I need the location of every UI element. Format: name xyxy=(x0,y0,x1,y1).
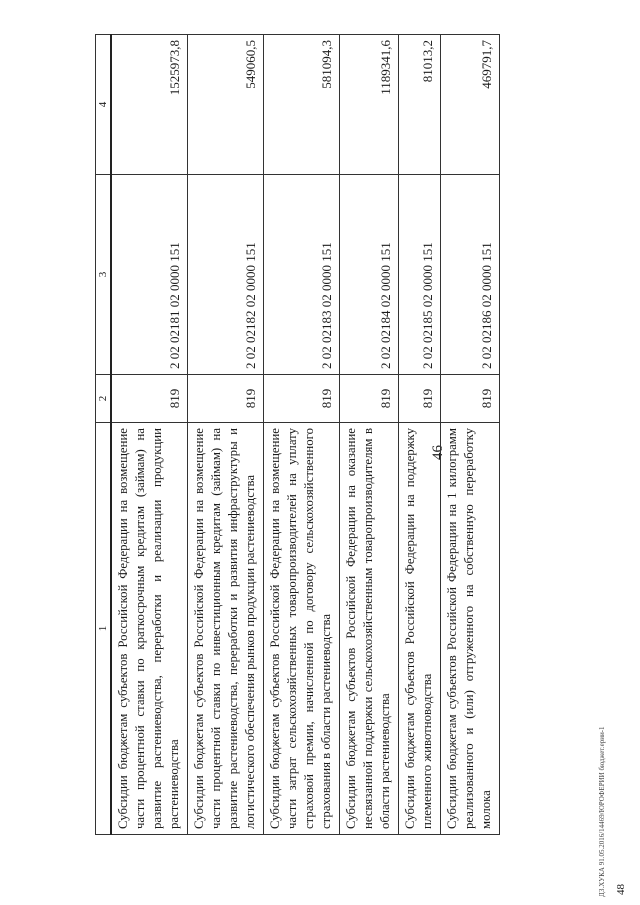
row-amount: 81013,2 xyxy=(399,35,441,175)
row-budget-code: 2 02 02182 02 0000 151 xyxy=(188,175,264,375)
row-amount: 1189341,6 xyxy=(340,35,399,175)
table-row xyxy=(399,35,441,835)
side-note: ДЗ.ХУКА 91.05.2016/14469/ЮРОФЕРИИ бюджет.ерии-1 xyxy=(598,726,606,897)
header-col-2: 2 xyxy=(96,375,112,423)
table-header-row xyxy=(96,35,112,835)
table-row xyxy=(188,35,264,835)
row-admin-code: 819 xyxy=(264,375,340,423)
row-description: Субсидии бюджетам субъектов Российской Федерации на возмещение части затрат сельскохозяйственных товаропроизводителей на уплату страховой премии, начисленной по договору сельскохозяйственного страхования в области растениеводства xyxy=(264,423,340,835)
table-row xyxy=(340,35,399,835)
row-description: Субсидии бюджетам субъектов Российской Федерации на поддержку племенного животноводства xyxy=(399,423,441,835)
row-admin-code: 819 xyxy=(441,375,500,423)
row-budget-code: 2 02 02185 02 0000 151 xyxy=(399,175,441,375)
row-budget-code: 2 02 02183 02 0000 151 xyxy=(264,175,340,375)
budget-table xyxy=(95,34,500,835)
row-amount: 469791,7 xyxy=(441,35,500,175)
row-amount: 1525973,8 xyxy=(111,35,188,175)
table-row xyxy=(111,35,188,835)
row-budget-code: 2 02 02184 02 0000 151 xyxy=(340,175,399,375)
corner-number: 48 xyxy=(615,884,627,895)
table-row xyxy=(441,35,500,835)
row-description: Субсидии бюджетам субъектов Российской Федерации на возмещение части процентной ставки по краткосрочным кредитам (займам) на развитие растениеводства, переработки и реализации продукции растениеводства xyxy=(111,423,188,835)
row-description: Субсидии бюджетам субъектов Российской Федерации на оказание несвязанной поддержки сельскохозяйственным товаропроизводителям в области растениеводства xyxy=(340,423,399,835)
table-row xyxy=(264,35,340,835)
row-description: Субсидии бюджетам субъектов Российской Федерации на возмещение части процентной ставки по инвестиционным кредитам (займам) на развитие растениеводства, переработки и развития инфраструктуры и логистического обеспечения рынков продукции растениеводства xyxy=(188,423,264,835)
header-col-1: 1 xyxy=(96,423,112,835)
row-admin-code: 819 xyxy=(340,375,399,423)
row-admin-code: 819 xyxy=(399,375,441,423)
header-col-4: 4 xyxy=(96,35,112,175)
row-admin-code: 819 xyxy=(188,375,264,423)
header-col-3: 3 xyxy=(96,175,112,375)
row-amount: 581094,3 xyxy=(264,35,340,175)
row-admin-code: 819 xyxy=(111,375,188,423)
row-amount: 549060,5 xyxy=(188,35,264,175)
row-budget-code: 2 02 02186 02 0000 151 xyxy=(441,175,500,375)
row-budget-code: 2 02 02181 02 0000 151 xyxy=(111,175,188,375)
page-number: 46 xyxy=(430,445,446,460)
row-description: Субсидии бюджетам субъектов Российской Федерации на 1 килограмм реализованного и (или) отгруженного на собственную переработку молока xyxy=(441,423,500,835)
